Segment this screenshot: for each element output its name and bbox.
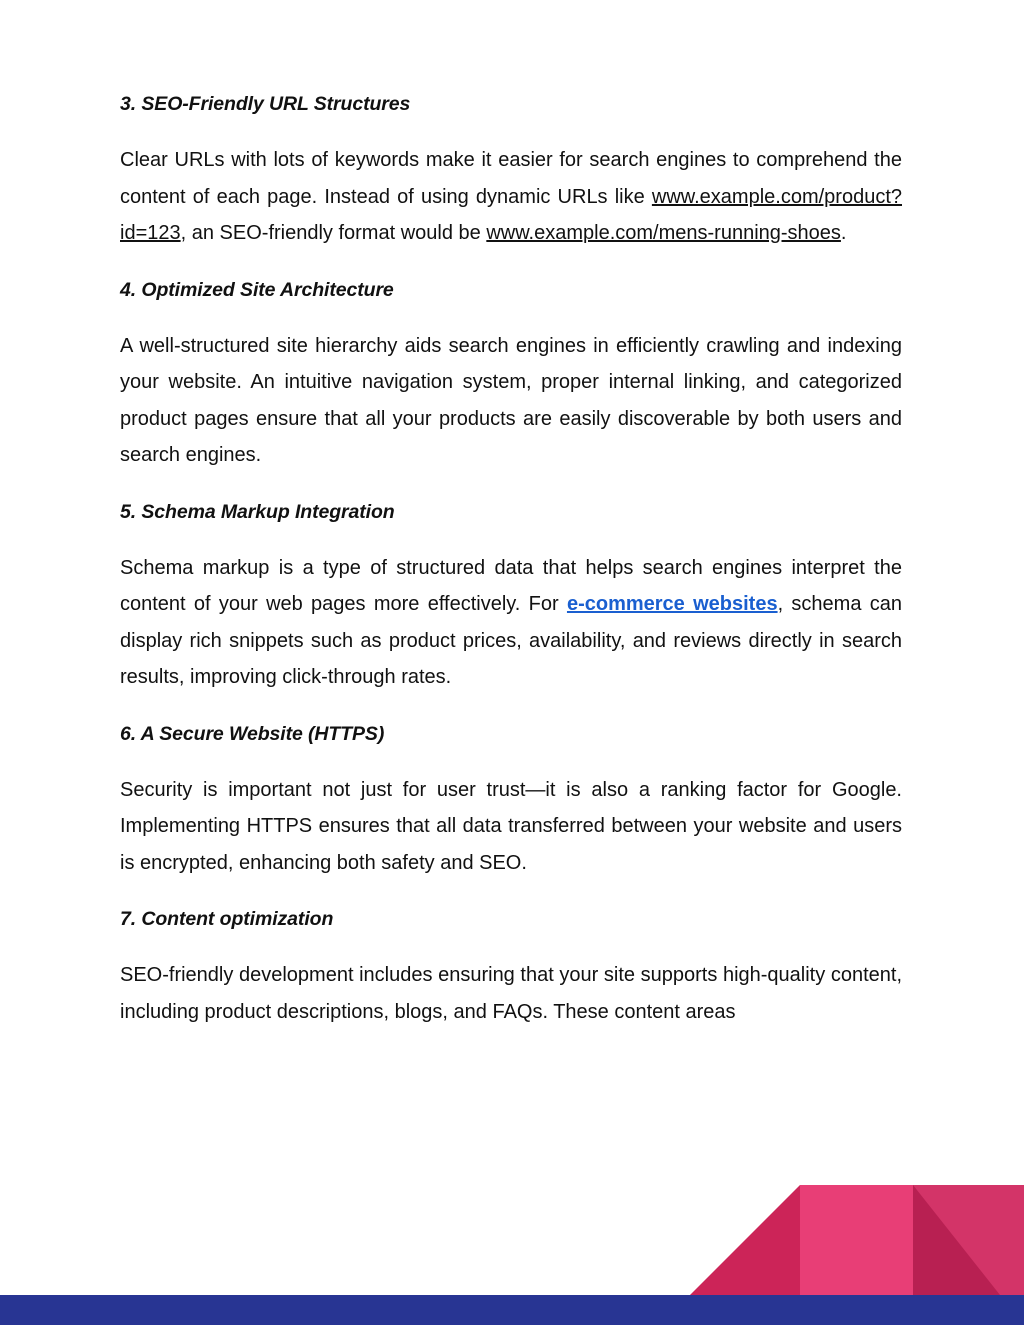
paragraph-text: Schema markup is a type of structured data that helps search engines interpret the content of your web pages more effectively. For bbox=[120, 556, 902, 615]
paragraph-text: , an SEO-friendly format would be bbox=[180, 222, 487, 244]
section-heading: 6. A Secure Website (HTTPS) bbox=[120, 722, 385, 745]
section-content-optimization bbox=[120, 901, 902, 1030]
section-paragraph bbox=[120, 550, 902, 696]
paragraph-text: . bbox=[840, 222, 847, 244]
paragraph-text: Clear URLs with lots of keywords make it easier for search engines to comprehend the content of each page. Instead of using dynamic URLs like bbox=[120, 149, 902, 208]
section-heading: 7. Content optimization bbox=[120, 908, 334, 930]
section-url-structures bbox=[120, 86, 902, 252]
section-paragraph: A well-structured site hierarchy aids search engines in efficiently crawling and indexing your website. An intuitive navigation system, proper internal linking, and categorized product pages ensure that all your products are easily discoverable by both users and search engines. bbox=[120, 334, 902, 466]
footer-bar bbox=[0, 1295, 1024, 1325]
section-heading: 4. Optimized Site Architecture bbox=[120, 278, 394, 301]
example-url-dynamic-link[interactable]: www.example.com/product?id=123 bbox=[120, 185, 902, 244]
example-url-friendly-link[interactable]: www.example.com/mens-running-shoes bbox=[486, 222, 841, 244]
section-heading: 5. Schema Markup Integration bbox=[120, 500, 395, 523]
paragraph-text: , schema can display rich snippets such as product prices, availability, and reviews directly in search results, improving click-through rates. bbox=[120, 593, 903, 688]
section-secure-website bbox=[120, 716, 902, 882]
section-paragraph bbox=[120, 142, 902, 252]
decoration-triangle-left bbox=[690, 1185, 800, 1295]
section-paragraph: SEO-friendly development includes ensuring that your site supports high-quality content, including product descriptions, blogs, and FAQs. These content areas bbox=[120, 964, 902, 1023]
section-heading: 3. SEO-Friendly URL Structures bbox=[120, 93, 411, 115]
section-paragraph: Security is important not just for user trust—it is also a ranking factor for Google. Implementing HTTPS ensures that all data transferred between your website and users is encrypted, enhancing both safety and SEO. bbox=[120, 778, 902, 874]
section-site-architecture bbox=[120, 272, 902, 474]
decoration-square-middle bbox=[800, 1185, 913, 1295]
ecommerce-websites-link[interactable]: e-commerce websites bbox=[566, 593, 778, 615]
section-schema-markup bbox=[120, 494, 902, 696]
footer-decoration bbox=[690, 1185, 1024, 1295]
document-body bbox=[120, 86, 902, 1030]
